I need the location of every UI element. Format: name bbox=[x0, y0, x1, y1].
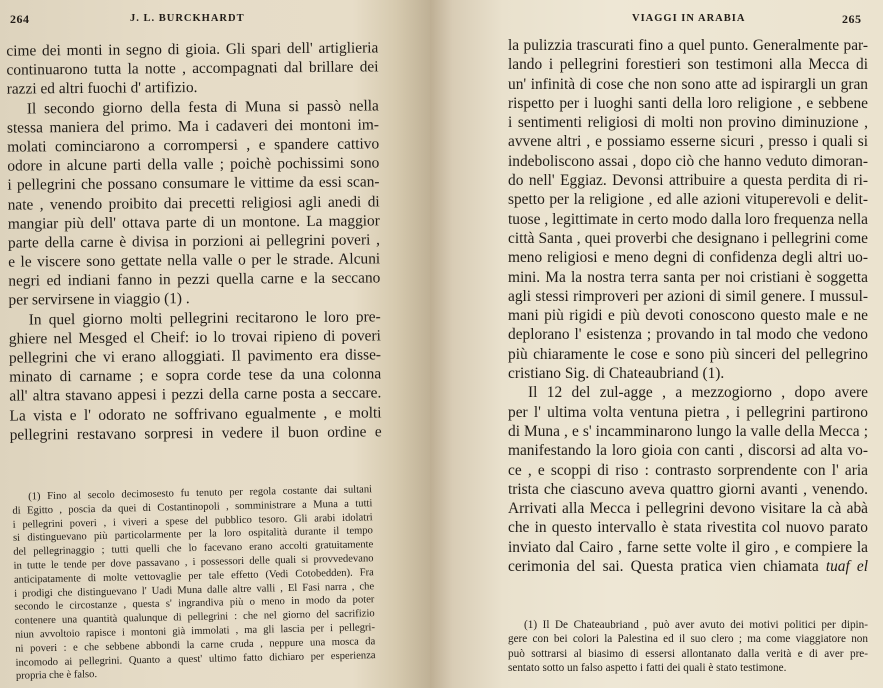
footnote-line: i pellegrini poveri , i viveri a spese del pubblico tesoro. Gli arabi idolatri bbox=[12, 511, 373, 531]
text-line: nate , venendo proibito dai precetti religiosi agli anedi di bbox=[7, 192, 380, 214]
footnote-line: secondo le circostanze , questa s' ingrandiva più o meno in modo da poter bbox=[14, 594, 375, 614]
footnote-line: del pellegrinaggio ; tutti quelli che lo facevano erano accolti gratuitamente bbox=[13, 539, 374, 558]
footnote-line: incomodo ai pellegrini. Quanto a quest' ultimo fatto dichiaro per esperienza bbox=[15, 649, 376, 669]
line-segment: cerimonia del sai. Questa pratica vien chiamata bbox=[508, 558, 826, 576]
footnote-line: sentato sotto un falso aspetto i fatti dei quali è stato testimone. bbox=[508, 662, 787, 675]
text-line: i sentimenti religiosi di molti non provino diminuzione , bbox=[508, 114, 868, 132]
text-line: agli stessi rimproveri per azioni di simil genere. I mussul- bbox=[508, 287, 868, 305]
text-line: più chiaramente le cose e sono più sinceri del pellegrino bbox=[508, 345, 868, 363]
page-number: 265 bbox=[842, 12, 862, 26]
text-line bbox=[508, 557, 868, 576]
text-line: minato di carname ; e sopra corde tese da una colonna bbox=[9, 365, 382, 386]
text-line: cristiano Sig. di Chateaubriand (1). bbox=[508, 365, 725, 383]
text-line: meno religiosi e meno degni di confidenza degli altri uo- bbox=[508, 249, 868, 267]
text-line: lando i pellegrini forestieri son testimoni alla Mecca di bbox=[508, 56, 868, 74]
footnote-line: niun avvoltoio rapisce i montoni già immolati , ma gli lascia per i pellegri- bbox=[14, 622, 376, 641]
text-line: cime dei monti in segno di gioia. Gli spari dell' artiglieria bbox=[6, 39, 379, 60]
text-line: all' altra stavano appesi i pezzi della carne posta a seccare. bbox=[9, 384, 382, 405]
right-page bbox=[430, 0, 883, 688]
text-line: deplorano l' esistenza ; provando in tal modo che vedono bbox=[508, 326, 868, 344]
text-line: In quel giorno molti pellegrini recitarono le loro pre- bbox=[28, 307, 381, 329]
footnote bbox=[508, 618, 868, 676]
footnote-line: i prodigi che distinguevano l' Uadi Muna dalle altre valli , El Fasi narra , che bbox=[14, 580, 375, 600]
text-line: mani più rigidi e più devoti conoscono questo male e ne bbox=[508, 307, 868, 325]
text-line: inviato dal Cairo , farne sette volte il giro , e compiere la bbox=[508, 538, 868, 556]
footnote-line: anticipatamente di molte vettovaglie per tale effetto (Vedi Cotobedden). Fra bbox=[13, 567, 374, 586]
text-line: La vista e l' odorato ne soffrivano egualmente , e molti bbox=[9, 403, 382, 425]
footnote-line: gere con bei colori la Palestina ed il suo clero ; ma come viaggiatore non bbox=[508, 633, 868, 646]
text-line: pellegrini che vi erano alloggiati. Il pavimento era disse- bbox=[8, 346, 382, 367]
text-line: stessa maniera del primo. Ma i cadaveri dei montoni im- bbox=[6, 116, 380, 137]
footnote-line: di Egitto , poscia da quei di Costantinopoli , somministrare a Muna a tutti bbox=[12, 498, 373, 517]
footnote-line: in tutte le tende per dove passavano , i possessori delle quali si provvedevano bbox=[13, 553, 374, 572]
text-line: do nell' Eggiaz. Devonsi attribuire a questa perdita di ri- bbox=[508, 172, 868, 190]
footnote-line: ni poveri : e che sebbene abbondi la carne cruda , neppure una mosca da bbox=[15, 635, 376, 655]
text-line: di Muna , e s' incamminarono lungo la valle della Mecca ; bbox=[508, 422, 868, 440]
footnote-line: (1) Fino al secolo decimosesto fu tenuto per regola costante dai sultani bbox=[28, 484, 373, 503]
text-line: la pulizzia trascurati fino a quel punto. Generalmente par- bbox=[508, 37, 868, 54]
left-page bbox=[0, 0, 430, 688]
page-number: 264 bbox=[10, 12, 30, 26]
text-line: città Santa , quei proverbi che designano i pellegrini come bbox=[508, 229, 868, 247]
text-line: e le viscere sono gettate nella valle o per le strade. Alcuni bbox=[8, 250, 381, 271]
italic-phrase: tuaf el bbox=[825, 558, 868, 576]
text-line: un' infinità di cose che non sono atte ad ispirargli un gran bbox=[508, 75, 868, 93]
text-line: molati cominciarono a corrompersi , e spandere cattivo bbox=[7, 135, 380, 156]
text-line: Il 12 del zul-agge , a mezzogiorno , dopo avere bbox=[528, 384, 868, 402]
text-line: ce , e scoppi di riso : contrasto sorprendente con l' aria bbox=[508, 461, 868, 479]
text-line: ghiere nel Mesged el Cheif: io lo trovai ripieno di poveri bbox=[8, 327, 381, 348]
body-text bbox=[508, 36, 868, 576]
text-line: spetto per la religione , ed alle azioni vituperevoli e delit- bbox=[508, 191, 868, 209]
text-line: parte della carne è divisa in porzioni ai pellegrini poveri , bbox=[7, 231, 381, 252]
body-text bbox=[6, 38, 382, 444]
text-line: i pellegrini che possano consumare le vittime da essi scan- bbox=[7, 173, 380, 194]
text-line: tuose , legittimate in certo modo dalla loro frequenza nella bbox=[508, 210, 868, 228]
footnote-line: (1) Il De Chateaubriand , può aver avuto dei motivi politici per dipin- bbox=[524, 619, 868, 631]
footnote bbox=[12, 483, 376, 684]
text-line: indeboliscono assai , dopo ciò che hanno veduto dimoran- bbox=[508, 152, 868, 170]
text-line: negri ed indiani fanno in pezzi quella carne e la seccano bbox=[8, 269, 381, 290]
text-line: razzi ed altri fuochi d' artifizio. bbox=[6, 79, 198, 99]
text-line: manifestando la loro gioia con canti , discorsi ad alta vo- bbox=[508, 442, 868, 460]
running-head: J. L. BURCKHARDT bbox=[130, 13, 245, 24]
text-line: pellegrini restavano sorpresi in vedere il buon ordine e bbox=[9, 423, 382, 444]
text-line: trista che ciascuno aveva quattro giorni avanti , venendo. bbox=[508, 480, 868, 498]
footnote-line: propria che è falso. bbox=[15, 669, 98, 683]
text-line: continuarono tutta la notte , accompagnati dal brillare dei bbox=[6, 58, 379, 79]
footnote-line: si distinguevano più particolarmente per la loro ospitalità durante il tempo bbox=[12, 525, 374, 545]
text-line: che in questo intervallo è stata rivestita col nuovo parato bbox=[508, 519, 868, 537]
running-head: VIAGGI IN ARABIA bbox=[632, 13, 746, 24]
footnote-line: contenere una quantità qualunque di pellegrini : che nel giorno del sacrifizio bbox=[14, 608, 375, 627]
text-line: Il secondo giorno della festa di Muna si passò nella bbox=[26, 96, 379, 118]
footnote-line: può sottrarsi al biasimo di essersi allontanato dalla verità e di aver pre- bbox=[508, 647, 868, 660]
text-line: mini. Ma la nostra terra santa per noi cristiani è soggetta bbox=[508, 268, 868, 286]
text-line: rispetto per i luoghi santi della loro religione , e sebbene bbox=[508, 94, 868, 112]
text-line: mangiar più dell' ottava parte di un montone. La maggior bbox=[7, 212, 380, 233]
text-line: odore in alcune parti della valle ; poichè pochissimi sono bbox=[7, 154, 380, 175]
text-line: avvene altri , e possiamo esserne sicuri , presso i quali si bbox=[508, 133, 868, 151]
text-line: per servirsene in viaggio (1) . bbox=[8, 290, 190, 310]
text-line: per l' ultima volta ventuna pietra , i pellegrini partirono bbox=[508, 403, 868, 421]
text-line: Arrivati alla Mecca i pellegrini devono visitare la cà abà bbox=[508, 500, 868, 518]
